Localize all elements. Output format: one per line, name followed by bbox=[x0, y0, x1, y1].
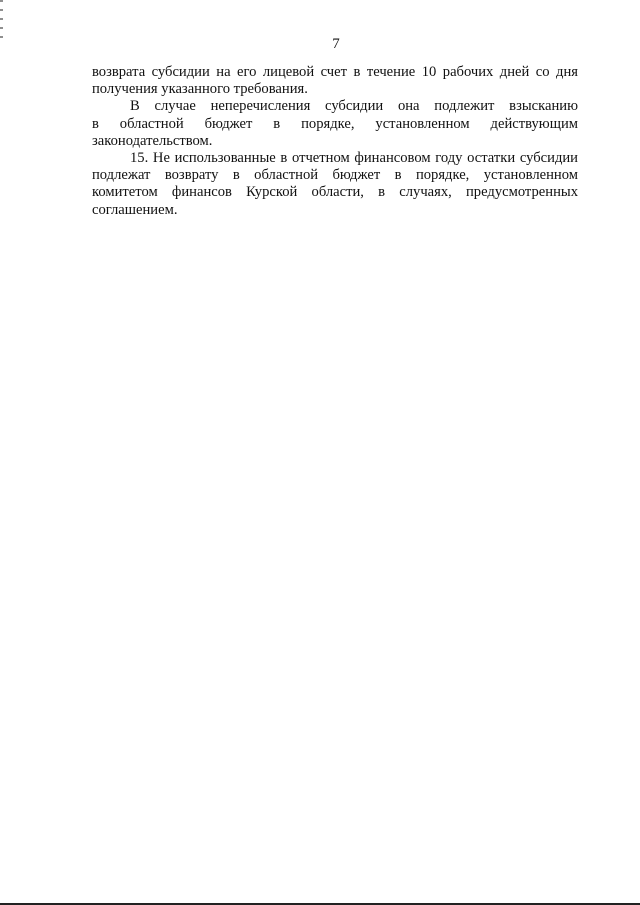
text-line: 15. Не использованные в отчетном финансовом году остатки субсидии bbox=[130, 150, 578, 167]
document-body bbox=[92, 64, 578, 219]
text-line: В случае неперечисления субсидии она подлежит взысканию bbox=[130, 98, 578, 115]
text-line: соглашением. bbox=[92, 201, 178, 218]
text-line: возврата субсидии на его лицевой счет в течение 10 рабочих дней со дня bbox=[92, 64, 578, 80]
text-line: получения указанного требования. bbox=[92, 81, 308, 98]
text-line: законодательством. bbox=[92, 132, 213, 149]
page-number: 7 bbox=[332, 36, 340, 52]
scan-edge-marks bbox=[0, 0, 3, 40]
text-line: комитетом финансов Курской области, в случаях, предусмотренных bbox=[92, 184, 578, 201]
text-line: подлежат возврату в областной бюджет в порядке, установленном bbox=[92, 167, 578, 184]
text-line: в областной бюджет в порядке, установленном действующим bbox=[92, 115, 578, 132]
paragraph-item-15 bbox=[92, 150, 578, 219]
paragraph-non-transfer bbox=[92, 98, 578, 150]
paragraph-refund-deadline bbox=[92, 64, 578, 98]
